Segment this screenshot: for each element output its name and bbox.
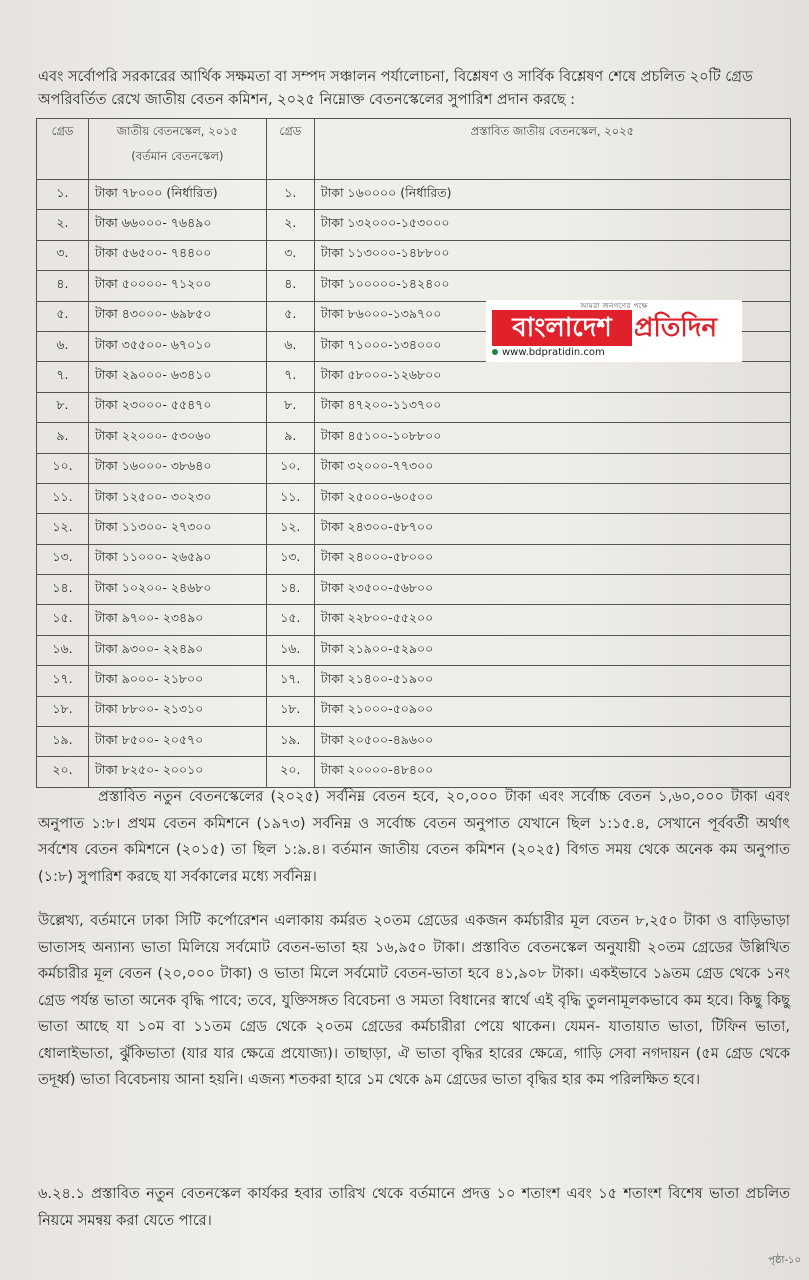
table-row (37, 514, 791, 544)
cell-grade-new: ৭. (266, 362, 314, 392)
cell-grade-new: ১৫. (266, 605, 314, 635)
cell-grade-new: ১. (266, 180, 314, 210)
cell-old-scale: টাকা ৮৮০০- ২১৩১০ (88, 696, 266, 726)
cell-grade-old: ৫. (37, 301, 89, 331)
cell-old-scale: টাকা ২৩০০০- ৫৫৪৭০ (88, 392, 266, 422)
table-row (37, 483, 791, 513)
cell-new-scale: টাকা ৮৬০০০-১৩৯৭০০ (314, 301, 790, 331)
header-old-scale-subtitle: (বর্তমান বেতনস্কেল) (131, 149, 224, 163)
cell-old-scale: টাকা ৩৫৫০০- ৬৭০১০ (88, 331, 266, 361)
cell-grade-new: ১৪. (266, 575, 314, 605)
cell-grade-new: ৫. (266, 301, 314, 331)
cell-grade-new: ১২. (266, 514, 314, 544)
table-row (37, 696, 791, 726)
table-row (37, 362, 791, 392)
cell-grade-old: ৮. (37, 392, 89, 422)
cell-old-scale: টাকা ৪৩০০০- ৬৯৮৫০ (88, 301, 266, 331)
cell-new-scale: টাকা ১১৩০০০-১৪৮৮০০ (314, 240, 790, 270)
cell-grade-new: ২০. (266, 757, 314, 787)
cell-old-scale: টাকা ১২৫০০- ৩০২৩০ (88, 483, 266, 513)
cell-old-scale: টাকা ২৯০০০- ৬৩৪১০ (88, 362, 266, 392)
cell-grade-new: ৪. (266, 271, 314, 301)
cell-grade-new: ৬. (266, 331, 314, 361)
logo-tagline: আমরা জনগণের পক্ষে (580, 302, 648, 310)
cell-old-scale: টাকা ৭৮০০০ (নির্ধারিত) (88, 180, 266, 210)
cell-grade-new: ১৭. (266, 666, 314, 696)
header-new-scale: প্রস্তাবিত জাতীয় বেতনস্কেল, ২০২৫ (314, 119, 790, 180)
cell-new-scale: টাকা ২৪৩০০-৫৮৭০০ (314, 514, 790, 544)
table-row (37, 605, 791, 635)
table-row (37, 240, 791, 270)
cell-old-scale: টাকা ৫৬৫০০- ৭৪৪০০ (88, 240, 266, 270)
cell-grade-old: ১৩. (37, 544, 89, 574)
table-row (37, 727, 791, 757)
table-row (37, 757, 791, 787)
paragraph-6-24-1: ৬.২৪.১ প্রস্তাবিত নতুন বেতনস্কেল কার্যকর হবার তারিখ থেকে বর্তমানে প্রদত্ত ১০ শতাংশ এবং ১৫ শতাংশ বিশেষ ভাতা প্রচলিত নিয়মে সমন্বয় করা যেতে পারে। (38, 1186, 790, 1229)
cell-old-scale: টাকা ৮২৫০- ২০০১০ (88, 757, 266, 787)
cell-old-scale: টাকা ২২০০০- ৫৩০৬০ (88, 423, 266, 453)
cell-grade-new: ৩. (266, 240, 314, 270)
cell-grade-old: ৩. (37, 240, 89, 270)
pay-scale-table (36, 118, 791, 788)
cell-new-scale: টাকা ৪৫১০০-১০৮৮০০ (314, 423, 790, 453)
table-header-row (37, 119, 791, 180)
cell-grade-new: ১১. (266, 483, 314, 513)
header-old-scale-title: জাতীয় বেতনস্কেল, ২০১৫ (116, 124, 238, 138)
header-grade-old: গ্রেড (37, 119, 89, 180)
cell-grade-old: ১২. (37, 514, 89, 544)
cell-grade-old: ১. (37, 180, 89, 210)
table-row (37, 575, 791, 605)
cell-grade-new: ১৮. (266, 696, 314, 726)
table-row (37, 544, 791, 574)
table-row (37, 180, 791, 210)
cell-old-scale: টাকা ৯৭০০- ২৩৪৯০ (88, 605, 266, 635)
intro-paragraph: এবং সর্বোপরি সরকারের আর্থিক সক্ষমতা বা সম্পদ সঞ্চালন পর্যালোচনা, বিশ্লেষণ ও সার্বিক বিশ্লেষণ শেষে প্রচলিত ২০টি গ্রেড অপরিবর্তিত রেখে জাতীয় বেতন কমিশন, ২০২৫ নিম্নোক্ত বেতনস্কেলের সুপারিশ প্রদান করছে : (38, 69, 753, 108)
cell-old-scale: টাকা ৮৫০০- ২০৫৭০ (88, 727, 266, 757)
cell-new-scale: টাকা ২১৯০০-৫২৯০০ (314, 635, 790, 665)
logo-name-red: বাংলাদেশ (492, 310, 632, 346)
cell-new-scale: টাকা ৪৭২০০-১১৩৭০০ (314, 392, 790, 422)
table-row (37, 635, 791, 665)
cell-new-scale: টাকা ১৩২০০০-১৫৩০০০ (314, 210, 790, 240)
cell-grade-old: ১৯. (37, 727, 89, 757)
cell-grade-new: ২. (266, 210, 314, 240)
cell-grade-old: ১৫. (37, 605, 89, 635)
cell-grade-old: ১৮. (37, 696, 89, 726)
table-row (37, 666, 791, 696)
cell-new-scale: টাকা ২৫০০০-৬০৫০০ (314, 483, 790, 513)
cell-grade-new: ১৯. (266, 727, 314, 757)
paragraph-allowance: উল্লেখ্য, বর্তমানে ঢাকা সিটি কর্পোরেশন এলাকায় কর্মরত ২০তম গ্রেডের একজন কর্মচারীর মূল বেতন ৮,২৫০ টাকা ও বাড়িভাড়া ভাতাসহ অন্যান্য ভাতা মিলিয়ে সর্বমোট বেতন-ভাতা হয় ১৬,৯৫০ টাকা। প্রস্তাবিত বেতনস্কেল অনুযায়ী ২০তম গ্রেডের উল্লিখিত কর্মচারীর মূল বেতন (২০,০০০ টাকা) ও ভাতা মিলে সর্বমোট বেতন-ভাতা হবে ৪১,৯০৮ টাকা। একইভাবে ১৯তম গ্রেড থেকে ১নং গ্রেড পর্যন্ত ভাতা অনেক বৃদ্ধি পাবে; তবে, যুক্তিসঙ্গত বিবেচনা ও সমতা বিধানের স্বার্থে এই বৃদ্ধি তুলনামূলকভাবে কম হবে। কিছু কিছু ভাতা আছে যা ১০ম বা ১১তম গ্রেড থেকে ২০তম গ্রেডের কর্মচারীরা পেয়ে থাকেন। যেমন- যাতায়াত ভাতা, টিফিন ভাতা, ধোলাইভাতা, ঝুঁকিভাতা (যার যার ক্ষেত্রে প্রযোজ্য)। তাছাড়া, ঐ ভাতা বৃদ্ধির হারের ক্ষেত্রে, গাড়ি সেবা নগদায়ন (৫ম গ্রেড থেকে তদূর্ধ্ব) ভাতা বিবেচনায় আনা হয়নি। এজন্য শতকরা হারে ১ম থেকে ৯ম গ্রেডের ভাতা বৃদ্ধির হার কম পরিলক্ষিত হবে। (38, 913, 790, 1088)
cell-old-scale: টাকা ৯০০০- ২১৮০০ (88, 666, 266, 696)
cell-new-scale: টাকা ২১৪০০-৫১৯০০ (314, 666, 790, 696)
cell-grade-new: ১০. (266, 453, 314, 483)
cell-grade-old: ১৬. (37, 635, 89, 665)
cell-new-scale: টাকা ২২৮০০-৫৫২০০ (314, 605, 790, 635)
cell-grade-old: ২. (37, 210, 89, 240)
cell-new-scale: টাকা ১০০০০০-১৪২৪০০ (314, 271, 790, 301)
table-row (37, 453, 791, 483)
cell-new-scale: টাকা ২৩৫০০-৫৬৮০০ (314, 575, 790, 605)
cell-new-scale: টাকা ৭১০০০-১৩৪০০০ (314, 331, 790, 361)
page-number: পৃষ্ঠা-১০ (768, 1255, 801, 1266)
cell-new-scale: টাকা ১৬০০০০ (নির্ধারিত) (314, 180, 790, 210)
paragraph-ratio: প্রস্তাবিত নতুন বেতনস্কেলের (২০২৫) সর্বনিম্ন বেতন হবে, ২০,০০০ টাকা এবং সর্বোচ্চ বেতন ১,৬০,০০০ টাকা এবং অনুপাত ১:৮। প্রথম বেতন কমিশনে (১৯৭৩) সর্বনিম্ন ও সর্বোচ্চ বেতন অনুপাত যেখানে ছিল ১:১৫.৪, সেখানে পূর্ববর্তী অর্থাৎ সর্বশেষ বেতন কমিশনে (২০১৫) তা ছিল ১:৯.৪। বর্তমান জাতীয় বেতন কমিশন (২০২৫) বিগত সময় থেকে অনেক কম অনুপাত (১:৮) সুপারিশ করছে যা সর্বকালের মধ্যে সর্বনিম্ন। (38, 789, 790, 885)
cell-new-scale: টাকা ৫৮০০০-১২৬৮০০ (314, 362, 790, 392)
cell-grade-old: ২০. (37, 757, 89, 787)
logo-url: www.bdpratidin.com (492, 347, 605, 358)
cell-old-scale: টাকা ১১০০০- ২৬৫৯০ (88, 544, 266, 574)
cell-grade-new: ১৩. (266, 544, 314, 574)
cell-new-scale: টাকা ২৪০০০-৫৮০০০ (314, 544, 790, 574)
cell-new-scale: টাকা ২১০০০-৫০৯০০ (314, 696, 790, 726)
cell-grade-old: ১১. (37, 483, 89, 513)
cell-old-scale: টাকা ৫০০০০- ৭১২০০ (88, 271, 266, 301)
cell-grade-new: ৯. (266, 423, 314, 453)
table-row (37, 271, 791, 301)
cell-old-scale: টাকা ১৬০০০- ৩৮৬৪০ (88, 453, 266, 483)
cell-grade-old: ৬. (37, 331, 89, 361)
cell-grade-new: ৮. (266, 392, 314, 422)
cell-grade-old: ৯. (37, 423, 89, 453)
cell-grade-old: ১৪. (37, 575, 89, 605)
cell-grade-old: ১০. (37, 453, 89, 483)
table-row (37, 423, 791, 453)
bdpratidin-watermark-logo (486, 300, 742, 362)
cell-old-scale: টাকা ১১৩০০- ২৭৩০০ (88, 514, 266, 544)
table-row (37, 210, 791, 240)
cell-new-scale: টাকা ৩২০০০-৭৭৩০০ (314, 453, 790, 483)
header-old-scale (88, 119, 266, 180)
logo-name-black: প্রতিদিন (634, 313, 717, 343)
cell-new-scale: টাকা ২০৫০০-৪৯৬০০ (314, 727, 790, 757)
cell-grade-old: ৪. (37, 271, 89, 301)
table-row (37, 392, 791, 422)
cell-grade-old: ৭. (37, 362, 89, 392)
cell-old-scale: টাকা ৯৩০০- ২২৪৯০ (88, 635, 266, 665)
cell-grade-new: ১৬. (266, 635, 314, 665)
cell-new-scale: টাকা ২০০০০-৪৮৪০০ (314, 757, 790, 787)
cell-grade-old: ১৭. (37, 666, 89, 696)
header-grade-new: গ্রেড (266, 119, 314, 180)
cell-old-scale: টাকা ১০২০০- ২৪৬৮০ (88, 575, 266, 605)
cell-old-scale: টাকা ৬৬০০০- ৭৬৪৯০ (88, 210, 266, 240)
